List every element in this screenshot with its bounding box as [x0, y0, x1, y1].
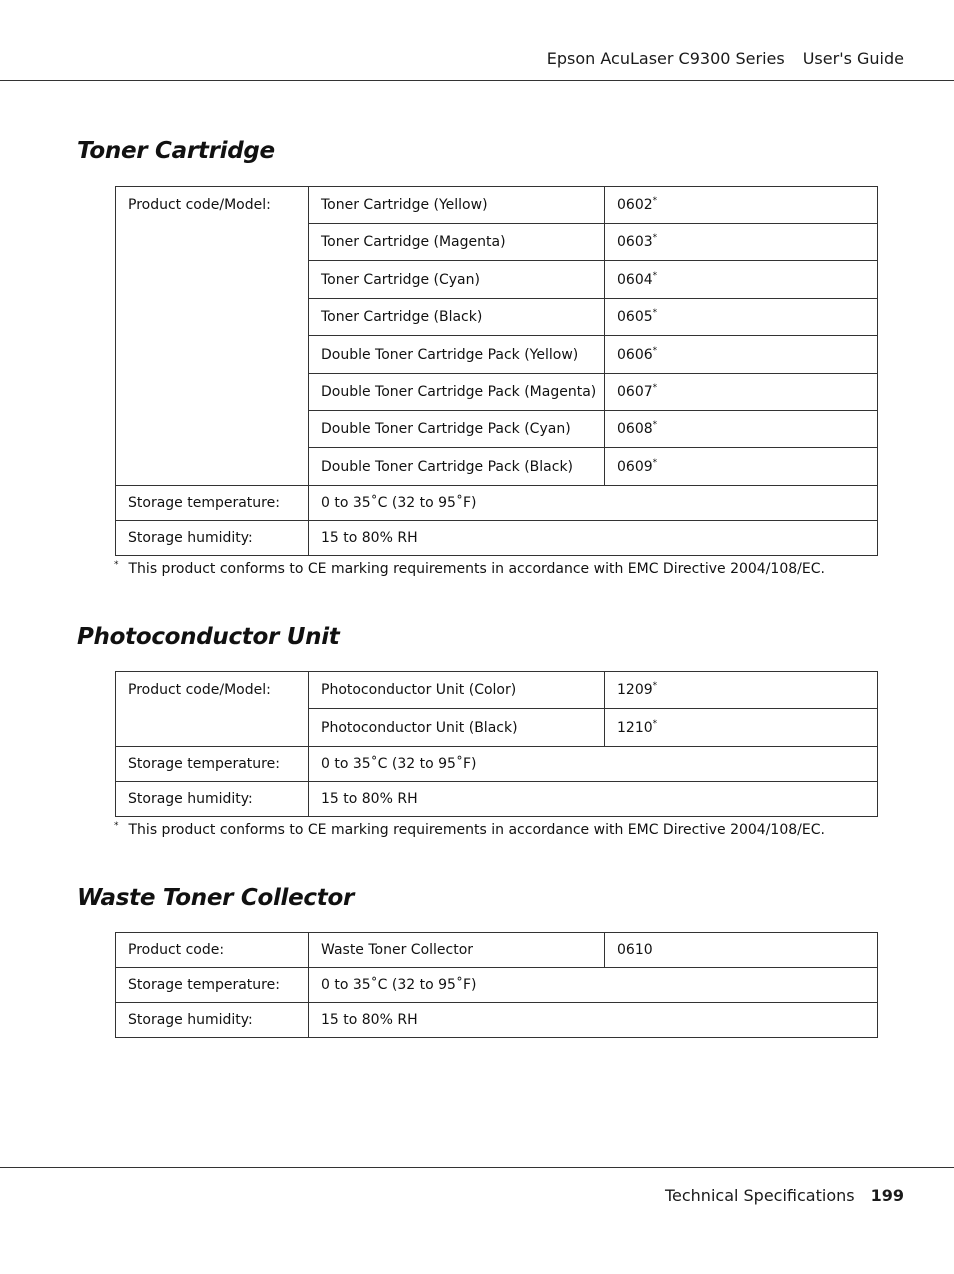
footnote-photoconductor: * This product conforms to CE marking requirements in accordance with EMC Directive 2004/108/EC.: [114, 821, 825, 838]
item-code: 1210*: [605, 709, 878, 747]
item-name: Waste Toner Collector: [309, 933, 605, 968]
header-guide: User's Guide: [802, 49, 904, 68]
table-row: [116, 933, 878, 968]
item-code: 0602*: [605, 187, 878, 224]
temp-label: Storage temperature:: [116, 747, 309, 782]
humidity-label: Storage humidity:: [116, 521, 309, 556]
waste-spec-table: [115, 932, 878, 1038]
item-name: Toner Cartridge (Black): [309, 299, 605, 336]
header-product: Epson AcuLaser C9300 Series: [546, 49, 785, 68]
humidity-value: 15 to 80% RH: [309, 521, 878, 556]
footer-section: Technical Specifications: [664, 1186, 855, 1205]
item-name: Double Toner Cartridge Pack (Yellow): [309, 336, 605, 374]
table-row: [116, 672, 878, 709]
product-code-label: Product code/Model:: [116, 187, 309, 486]
photoconductor-spec-table: [115, 671, 878, 817]
item-name: Double Toner Cartridge Pack (Magenta): [309, 374, 605, 411]
section-title-photoconductor: Photoconductor Unit: [77, 624, 340, 650]
table-row: [116, 747, 878, 782]
temp-value: 0 to 35˚C (32 to 95˚F): [309, 968, 878, 1003]
item-code: 0603*: [605, 224, 878, 261]
table-row: [116, 486, 878, 521]
temp-label: Storage temperature:: [116, 968, 309, 1003]
temp-label: Storage temperature:: [116, 486, 309, 521]
item-code: 0610: [605, 933, 878, 968]
table-row: [116, 521, 878, 556]
table-row: [116, 782, 878, 817]
section-title-toner: Toner Cartridge: [77, 138, 275, 164]
item-name: Photoconductor Unit (Black): [309, 709, 605, 747]
table-row: [116, 187, 878, 224]
item-code: 0604*: [605, 261, 878, 299]
product-code-label: Product code/Model:: [116, 672, 309, 747]
footer-rule: [0, 1167, 954, 1168]
item-name: Toner Cartridge (Magenta): [309, 224, 605, 261]
item-code: 1209*: [605, 672, 878, 709]
humidity-value: 15 to 80% RH: [309, 1003, 878, 1038]
header-rule: [0, 80, 954, 81]
item-name: Double Toner Cartridge Pack (Cyan): [309, 411, 605, 448]
running-footer: [665, 1186, 904, 1205]
section-title-waste: Waste Toner Collector: [77, 885, 354, 911]
footnote-toner: * This product conforms to CE marking requirements in accordance with EMC Directive 2004/108/EC.: [114, 560, 825, 577]
temp-value: 0 to 35˚C (32 to 95˚F): [309, 747, 878, 782]
table-row: [116, 1003, 878, 1038]
item-code: 0606*: [605, 336, 878, 374]
table-row: [116, 968, 878, 1003]
product-code-label: Product code:: [116, 933, 309, 968]
humidity-value: 15 to 80% RH: [309, 782, 878, 817]
temp-value: 0 to 35˚C (32 to 95˚F): [309, 486, 878, 521]
item-name: Toner Cartridge (Cyan): [309, 261, 605, 299]
item-name: Photoconductor Unit (Color): [309, 672, 605, 709]
humidity-label: Storage humidity:: [116, 782, 309, 817]
item-code: 0607*: [605, 374, 878, 411]
toner-spec-table: [115, 186, 878, 556]
item-name: Double Toner Cartridge Pack (Black): [309, 448, 605, 486]
page-number: 199: [870, 1186, 904, 1205]
item-name: Toner Cartridge (Yellow): [309, 187, 605, 224]
item-code: 0605*: [605, 299, 878, 336]
item-code: 0609*: [605, 448, 878, 486]
item-code: 0608*: [605, 411, 878, 448]
humidity-label: Storage humidity:: [116, 1003, 309, 1038]
running-header: [547, 49, 904, 68]
